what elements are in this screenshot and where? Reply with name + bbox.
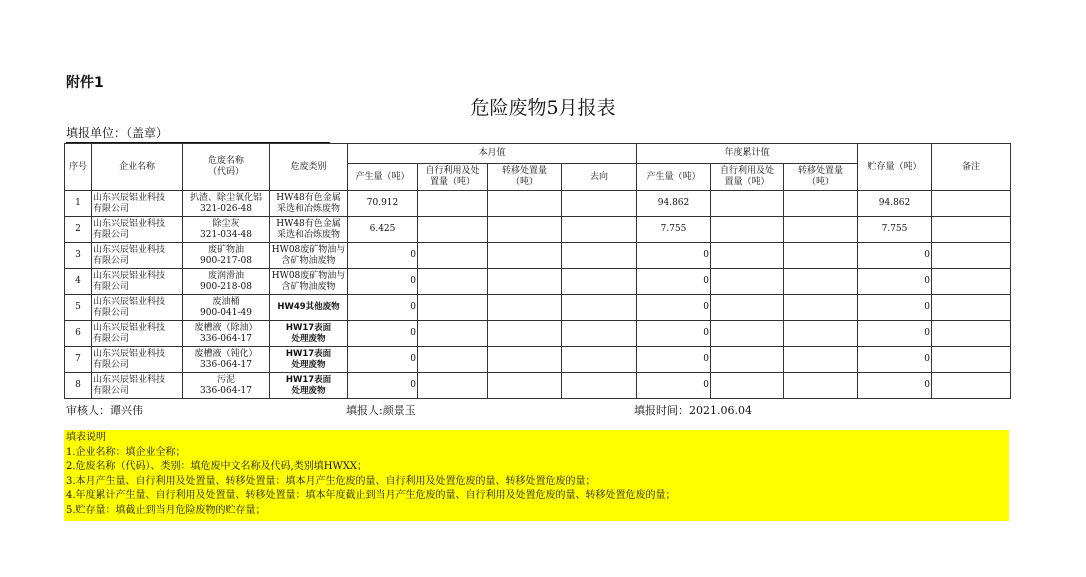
row-seq: 5 [65,295,92,321]
instruction-line: 3.本月产生量、自行利用及处置量、转移处置量：填本月产生危废的量、自行利用及处置危废的量、转移处置危废的量； [66,475,596,487]
row-month-transfer [488,373,562,399]
header-month-group: 本月值 [348,144,637,164]
row-year-transfer [784,373,858,399]
row-month-self-use [418,243,488,269]
row-destination [562,243,637,269]
table-row [65,243,1011,269]
row-year-self-use [711,321,784,347]
row-category: HW08废矿物油与 含矿物油废物 [270,269,348,295]
row-month-produced: 0 [348,321,418,347]
row-destination [562,347,637,373]
header-year-group: 年度累计值 [637,144,858,164]
instruction-line: 4.年度累计产生量、自行利用及处置量、转移处置量：填本年度截止到当月产生危废的量、自行利用及处置危废的量、转移处置危废的量； [66,490,676,501]
row-category: HW08废矿物油与 含矿物油废物 [270,243,348,269]
row-year-produced: 0 [637,373,711,399]
row-waste-name: 废油桶 900-041-49 [183,295,270,321]
row-category: HW17表面 处理废物 [270,347,348,373]
row-seq: 6 [65,321,92,347]
row-year-transfer [784,191,858,217]
row-month-self-use [418,269,488,295]
row-year-self-use [711,373,784,399]
row-month-self-use [418,217,488,243]
table-row [65,191,1011,217]
row-remark [932,373,1011,399]
row-year-transfer [784,243,858,269]
row-year-transfer [784,347,858,373]
row-year-self-use [711,347,784,373]
row-month-transfer [488,347,562,373]
header-destination: 去向 [562,164,637,191]
row-company: 山东兴辰铝业科技 有限公司 [92,191,183,217]
row-year-produced: 0 [637,321,711,347]
row-category: HW17表面 处理废物 [270,321,348,347]
row-destination [562,373,637,399]
row-year-self-use [711,295,784,321]
row-year-produced: 0 [637,269,711,295]
reporting-unit [66,124,330,143]
row-destination [562,321,637,347]
header-category: 危废类别 [270,144,348,191]
instruction-line: 2.危废名称（代码）、类别：填危废中文名称及代码,类别填HWXX； [66,461,367,472]
row-waste-name: 废矿物油 900-217-08 [183,243,270,269]
row-remark [932,321,1011,347]
row-month-transfer [488,243,562,269]
row-company: 山东兴辰铝业科技 有限公司 [92,347,183,373]
row-company: 山东兴辰铝业科技 有限公司 [92,373,183,399]
row-storage: 0 [858,321,932,347]
instructions-title: 填表说明 [66,432,106,443]
table-row [65,269,1011,295]
row-month-self-use [418,191,488,217]
row-month-transfer [488,321,562,347]
row-year-self-use [711,191,784,217]
row-storage: 0 [858,269,932,295]
row-storage: 0 [858,243,932,269]
header-remark: 备注 [932,144,1011,191]
row-destination [562,269,637,295]
report-date: 填报时间：2021.06.04 [634,404,752,417]
filler: 填报人:颜景玉 [346,404,416,417]
row-company: 山东兴辰铝业科技 有限公司 [92,321,183,347]
row-seq: 4 [65,269,92,295]
row-company: 山东兴辰铝业科技 有限公司 [92,269,183,295]
row-category: HW48有色金属 采选和冶炼废物 [270,217,348,243]
row-month-produced: 70.912 [348,191,418,217]
row-destination [562,191,637,217]
row-year-produced: 94.862 [637,191,711,217]
row-remark [932,217,1011,243]
row-seq: 1 [65,191,92,217]
row-waste-name: 废润滑油 900-218-08 [183,269,270,295]
row-storage: 0 [858,295,932,321]
header-month-produced: 产生量（吨） [348,164,418,191]
header-year-self-use: 自行利用及处 置量（吨） [711,164,784,191]
row-destination [562,295,637,321]
instructions-box [64,430,1009,521]
row-seq: 3 [65,243,92,269]
row-year-produced: 0 [637,243,711,269]
row-company: 山东兴辰铝业科技 有限公司 [92,243,183,269]
instruction-line: 1.企业名称：填企业全称； [66,446,186,458]
row-year-self-use [711,243,784,269]
header-year-produced: 产生量（吨） [637,164,711,191]
row-waste-name: 废槽液（除油） 336-064-17 [183,321,270,347]
table-row [65,347,1011,373]
row-waste-name: 废槽液（钝化） 336-064-17 [183,347,270,373]
page-title: 危险废物5月报表 [470,97,616,119]
row-category: HW48有色金属 采选和冶炼废物 [270,191,348,217]
row-storage: 0 [858,373,932,399]
row-month-produced: 0 [348,269,418,295]
row-month-produced: 0 [348,347,418,373]
row-seq: 2 [65,217,92,243]
table-row [65,295,1011,321]
row-remark [932,243,1011,269]
reviewer: 审核人：谭兴伟 [66,404,143,417]
row-year-transfer [784,295,858,321]
row-year-transfer [784,321,858,347]
row-remark [932,295,1011,321]
header-month-self-use: 自行利用及处 置量（吨） [418,164,488,191]
attachment-label: 附件1 [66,75,104,91]
row-year-transfer [784,217,858,243]
header-month-transfer: 转移处置量 （吨） [488,164,562,191]
row-year-produced: 0 [637,295,711,321]
row-destination [562,217,637,243]
row-remark [932,347,1011,373]
row-month-produced: 6.425 [348,217,418,243]
row-month-transfer [488,269,562,295]
row-company: 山东兴辰铝业科技 有限公司 [92,217,183,243]
table-row [65,321,1011,347]
waste-report-table [64,143,1011,399]
header-seq: 序号 [65,144,92,191]
header-waste-name: 危废名称 （代码） [183,144,270,191]
unit-label: 填报单位： [66,126,127,140]
row-remark [932,269,1011,295]
row-seq: 8 [65,373,92,399]
row-month-self-use [418,373,488,399]
row-storage: 0 [858,347,932,373]
header-year-transfer: 转移处置量 （吨） [784,164,858,191]
row-year-self-use [711,217,784,243]
row-month-self-use [418,347,488,373]
header-company: 企业名称 [92,144,183,191]
row-waste-name: 扒渣、除尘氧化铝 321-026-48 [183,191,270,217]
row-month-self-use [418,295,488,321]
row-waste-name: 除尘灰 321-034-48 [183,217,270,243]
row-year-produced: 7.755 [637,217,711,243]
row-month-transfer [488,217,562,243]
row-month-produced: 0 [348,295,418,321]
row-storage: 7.755 [858,217,932,243]
row-year-produced: 0 [637,347,711,373]
row-seq: 7 [65,347,92,373]
row-month-transfer [488,191,562,217]
table-row [65,217,1011,243]
row-remark [932,191,1011,217]
table-row [65,373,1011,399]
row-category: HW17表面 处理废物 [270,373,348,399]
row-month-produced: 0 [348,373,418,399]
row-month-transfer [488,295,562,321]
row-month-produced: 0 [348,243,418,269]
row-storage: 94.862 [858,191,932,217]
instruction-line: 5.贮存量：填截止到当月危险废物的贮存量； [66,504,266,516]
row-company: 山东兴辰铝业科技 有限公司 [92,295,183,321]
row-year-transfer [784,269,858,295]
row-year-self-use [711,269,784,295]
unit-stamp: （盖章） [126,126,169,140]
row-waste-name: 污泥 336-064-17 [183,373,270,399]
row-month-self-use [418,321,488,347]
row-category: HW49其他废物 [270,295,348,321]
header-storage: 贮存量（吨） [858,144,932,191]
